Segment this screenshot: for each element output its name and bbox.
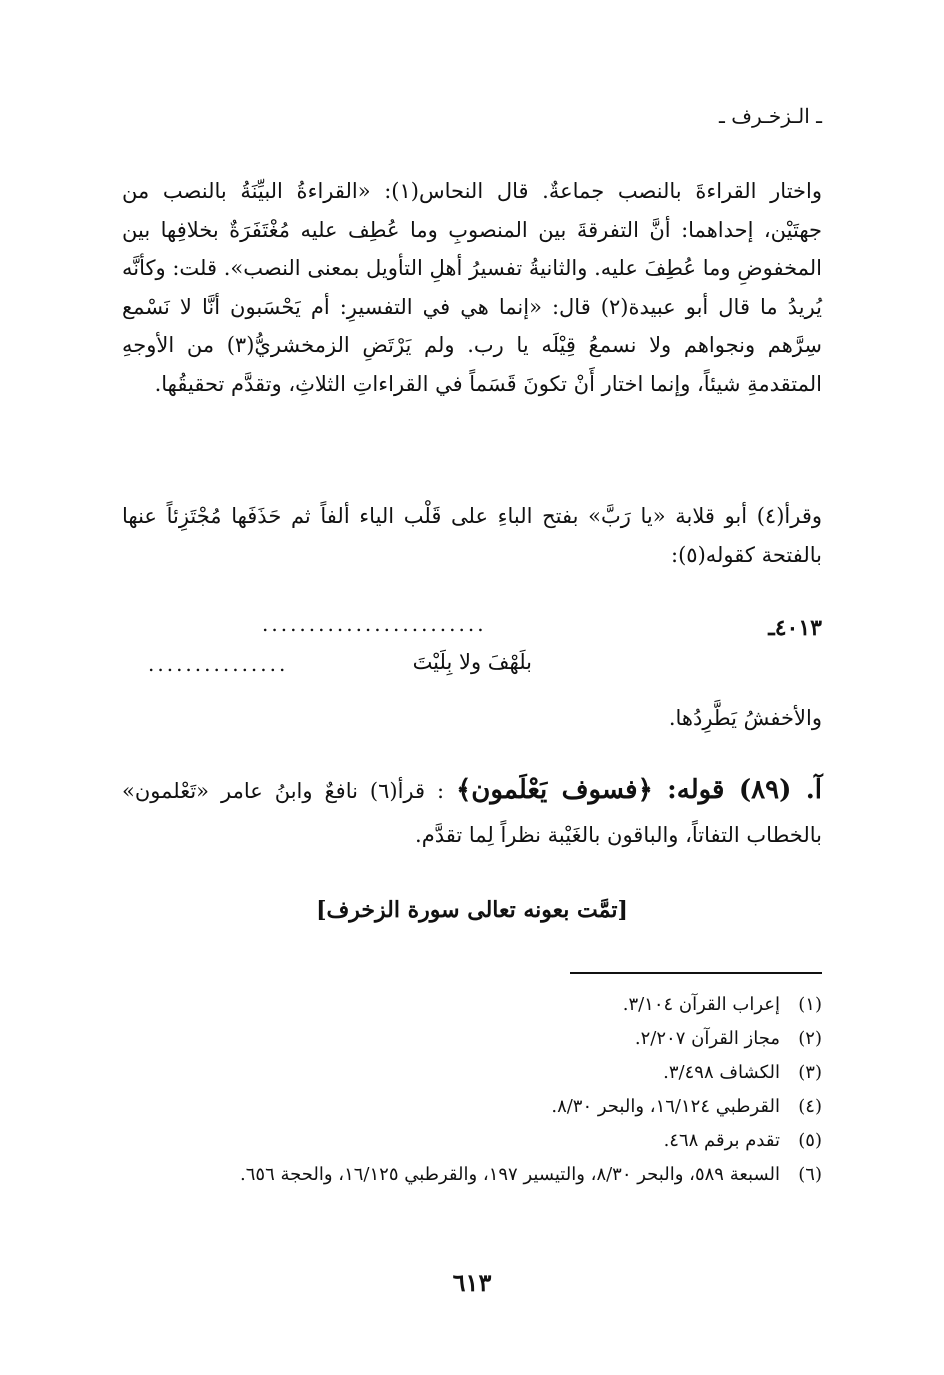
verse-ellipsis-first-half: ........................	[262, 612, 487, 636]
footnote-number: (٤)	[798, 1096, 822, 1117]
footnote-divider	[570, 972, 822, 974]
page-number: ٦١٣	[452, 1268, 492, 1297]
verse-second-half: بلَهْفَ ولا بِلَيْتَ	[412, 650, 532, 674]
footnote-text: القرطبي ١٦/١٢٤، والبحر ٨/٣٠.	[551, 1096, 780, 1117]
footnote-number: (٣)	[798, 1062, 822, 1083]
footnote-item	[122, 1056, 822, 1090]
verse-number: ٤٠١٣ـ	[768, 615, 822, 641]
footnote-item	[122, 1158, 822, 1192]
paragraph-3: والأخفشُ يَطَّرِدُها.	[668, 706, 822, 730]
footnote-number: (٦)	[798, 1164, 822, 1185]
footnotes-list	[122, 988, 822, 1192]
footnote-text: تقدم برقم ٤٦٨.	[663, 1130, 780, 1151]
verse-ellipsis-second-half: ...............	[148, 652, 289, 676]
footnote-text: الكشاف ٣/٤٩٨.	[663, 1062, 780, 1083]
footnote-item	[122, 1022, 822, 1056]
running-header: ـ الـزخـرف ـ	[719, 104, 822, 128]
footnote-item	[122, 1124, 822, 1158]
paragraph-2: وقرأ(٤) أبو قلابة «يا رَبَّ» بفتح الباءِ على قَلْب الياء ألفاً ثم حَذَفَها مُجْتَزِئاً عنها بالفتحة كقوله(٥):	[122, 504, 822, 567]
paragraph-1: واختار القراءةَ بالنصب جماعةٌ. قال النحاس(١): «القراءةُ البيِّنَةُ بالنصب من جهتَيْن، إحداهما: أنَّ التفرقةَ بين المنصوبِ وما عُطِف عليه مُغْتَفَرَةٌ بخلافِها بين المخفوضِ وما عُطِفَ عليه. والثانيةُ تفسيرُ أهلِ التأويل بمعنى النصب». قلت: وكأنَّه يُريدُ ما قال أبو عبيدة(٢) قال: «إنما هي في التفسيرِ: أم يَحْسَبون أنَّا لا نَسْمع سِرَّهم ونجواهم ولا نسمعُ قِيْلَه يا رب. ولم يَرْتَضِ الزمخشريُّ(٣) من الأوجهِ المتقدمةِ شيئاً، وإنما اختار أَنْ تكونَ قَسَماً في القراءاتِ الثلاثِ، وتقدَّم تحقيقُها.	[122, 179, 823, 396]
surah-conclusion: [تمَّت بعونه تعالى سورة الزخرف]	[316, 897, 628, 923]
footnote-item	[122, 1090, 822, 1124]
paragraph-4	[122, 768, 822, 857]
footnote-text: السبعة ٥٨٩، والبحر ٨/٣٠، والتيسير ١٩٧، والقرطبي ١٦/١٢٥، والحجة ٦٥٦.	[240, 1164, 780, 1185]
footnote-item	[122, 988, 822, 1022]
ayah-heading: آ. (٨٩) قوله: ﴿فسوف يَعْلَمون﴾	[456, 775, 822, 805]
footnote-number: (١)	[798, 994, 822, 1015]
footnote-text: مجاز القرآن ٢/٢٠٧.	[634, 1028, 780, 1049]
footnote-text: إعراب القرآن ٣/١٠٤.	[622, 994, 780, 1015]
footnote-number: (٥)	[798, 1130, 822, 1151]
footnote-number: (٢)	[798, 1028, 822, 1049]
ayah-commentary: : قرأ(٦) نافعٌ وابنُ عامر «تَعْلمون» بالخطاب التفاتاً، والباقون بالغَيْبة نظراً لِما تقدَّم.	[122, 779, 822, 847]
